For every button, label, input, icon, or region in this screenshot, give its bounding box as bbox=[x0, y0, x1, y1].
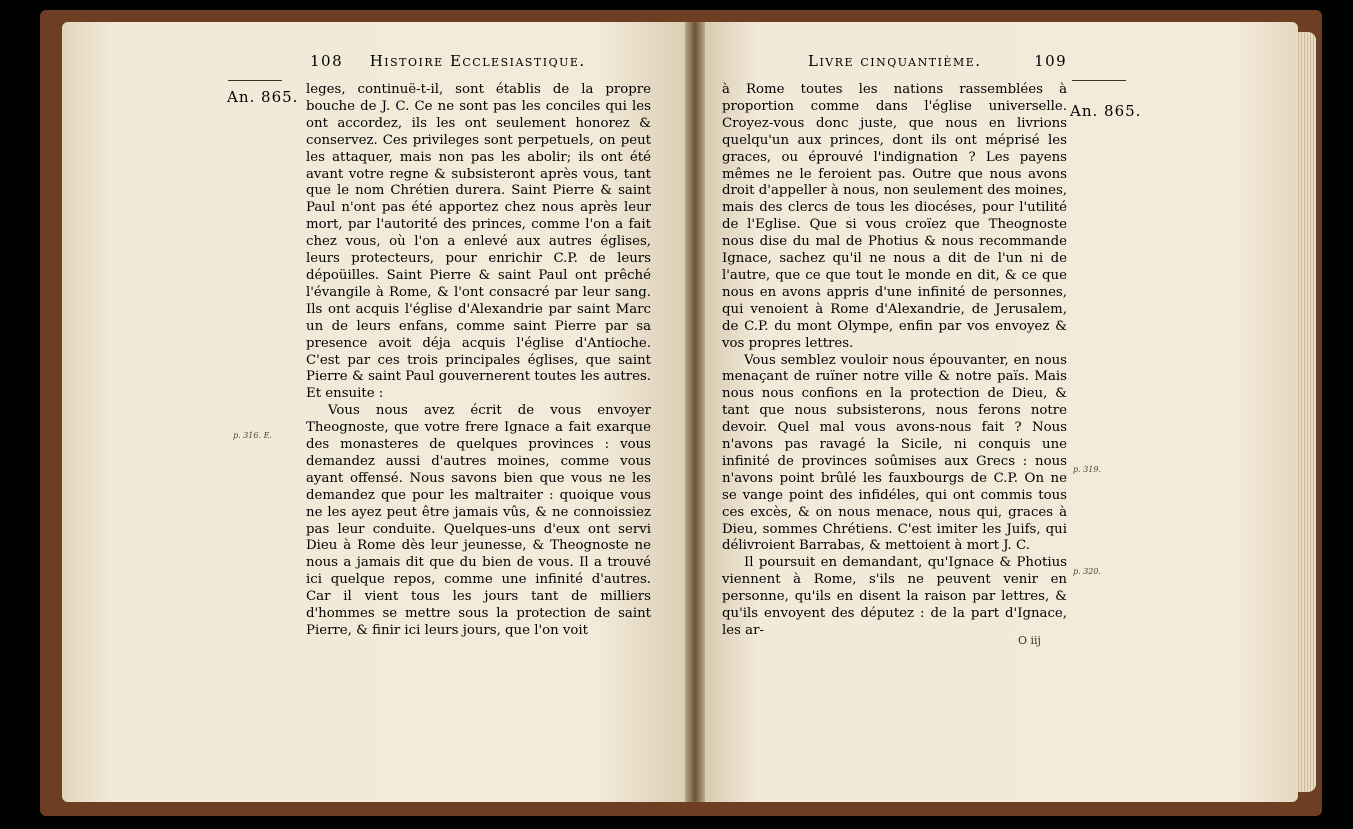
left-margin-note: p. 316. E. bbox=[233, 431, 272, 440]
right-paragraph-1: à Rome toutes les nations rassemblées à proportion comme dans l'église universelle. Croyez-vous donc juste, que nous en livrions quelqu'un aux princes, dont ils ont méprisé les graces, ou éprouvé l'indignation ? Les payens mêmes ne le feroient pas. Outre que nous avons droit d'appeller à nous, non seulement des moines, mais des clercs de tous les diocéses, pour l'utilité de l'Eglise. Que si vous croïez que Theognoste nous dise du mal de Photius & nous recommande Ignace, sachez qu'il ne nous a dit de l'un ni de l'autre, que ce que tout le monde en dit, & ce que nous en avons appris d'une infinité de personnes, qui venoient à Rome d'Alexandrie, de Jerusalem, de C.P. du mont Olympe, enfin par vos envoyez & vos propres lettres. bbox=[722, 82, 1067, 351]
right-page-number: 109 bbox=[1034, 52, 1068, 70]
left-running-title: Histoire Ecclesiastique. bbox=[369, 52, 586, 70]
right-paragraph-2: Vous semblez vouloir nous épouvanter, en nous menaçant de ruïner notre ville & notre païs. Mais nous nous confions en la protection de Dieu, & tant que nous subsisterons, nous ferons notre devoir. Quel mal vous avons-nous fait ? Nous n'avons pas ravagé la Sicile, ni conquis une infinité de provinces soûmises aux Grecs : nous n'avons point brûlé les fauxbourgs de C.P. On ne se vange point des infidéles, qui ont commis tous ces excès, & on nous menace, nous qui, graces à Dieu, sommes Chrétiens. C'est imiter les Juifs, qui délivroient Barrabas, & mettoient à mort J. C. bbox=[722, 352, 1067, 554]
right-margin-year: An. 865. bbox=[1070, 102, 1142, 120]
right-margin-note-2: p. 320. bbox=[1073, 567, 1102, 576]
left-page-number: 108 bbox=[310, 52, 344, 70]
left-running-head bbox=[310, 52, 586, 70]
right-text-block bbox=[722, 82, 1067, 640]
signature-mark: O iij bbox=[1018, 634, 1041, 647]
page-edges bbox=[1296, 32, 1316, 792]
left-paragraph-2: Vous nous avez écrit de vous envoyer Theognoste, que votre frere Ignace a fait exarque des monasteres de quelques provinces : vous demandez aussi d'autres moines, comme vous ayant offensé. Nous savons bien que vous ne les demandez que pour les maltraiter : quoique vous ne les ayez peut être jamais vûs, & ne connoissiez pas leur conduite. Quelques-uns d'eux ont servi Dieu à Rome dès leur jeunesse, & Theognoste ne nous a jamais dit que du bien de vous. Il a trouvé ici quelque repos, comme une infinité d'autres. Car il vient tous les jours tant de milliers d'hommes se mettre sous la protection de saint Pierre, & finir ici leurs jours, que l'on voit bbox=[306, 403, 651, 638]
right-paragraph-3: Il poursuit en demandant, qu'Ignace & Photius viennent à Rome, s'ils ne peuvent venir en personne, qu'ils en disent la raison par lettres, & qu'ils envoyent des députez : de la part d'Ignace, les ar- bbox=[722, 555, 1067, 638]
right-running-head bbox=[808, 52, 1067, 70]
left-paragraph-1: leges, continuë-t-il, sont établis de la propre bouche de J. C. Ce ne sont pas les conciles qui les ont accordez, ils les ont seulement honorez & conservez. Ces privileges sont perpetuels, on peut les attaquer, mais non pas les abolir; ils ont été avant votre regne & subsisteront après vous, tant que le nom Chrétien durera. Saint Pierre & saint Paul n'ont pas été apportez chez nous après leur mort, par l'autorité des princes, comme l'on a fait chez vous, où l'on a enlevé aux autres églises, leurs protecteurs, pour enrichir C.P. de leurs dépoüilles. Saint Pierre & saint Paul ont prêché l'évangile à Rome, & l'ont consacré par leur sang. Ils ont acquis l'église d'Alexandrie par saint Marc un de leurs enfans, comme saint Pierre par sa presence avoit déja acquis l'église d'Antioche. C'est par ces trois principales églises, que saint Pierre & saint Paul gouvernerent toutes les autres. Et ensuite : bbox=[306, 82, 651, 402]
left-margin-rule bbox=[228, 80, 282, 81]
right-margin-note-1: p. 319. bbox=[1073, 465, 1102, 474]
book-gutter bbox=[685, 22, 705, 802]
left-text-block bbox=[306, 82, 651, 640]
right-running-title: Livre cinquantième. bbox=[808, 52, 982, 70]
right-margin-rule bbox=[1072, 80, 1126, 81]
book-spread bbox=[40, 10, 1322, 816]
left-margin-year: An. 865. bbox=[227, 88, 299, 106]
